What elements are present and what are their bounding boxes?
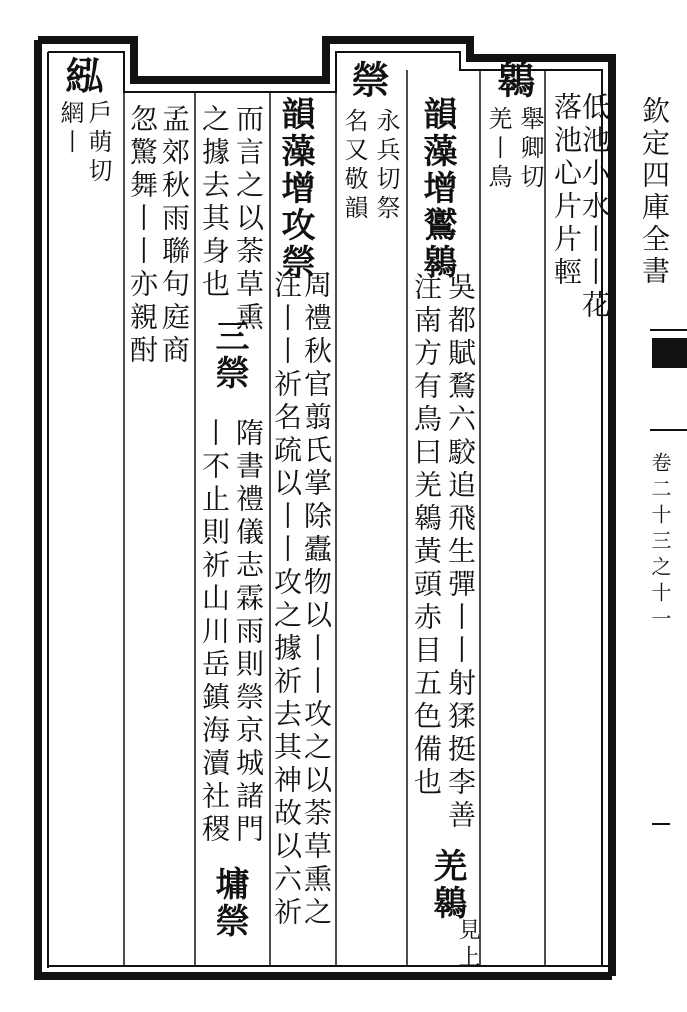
text-column: 低池小水丨丨花 bbox=[578, 92, 611, 323]
definition-note: 網丨 bbox=[56, 100, 84, 158]
section-heading: 韻藻增鸑鷎 bbox=[417, 96, 457, 281]
text-column: 丨不止則祈山川岳鎮海瀆社稷 bbox=[198, 418, 231, 847]
pronunciation-note: 戶萌切 bbox=[84, 100, 112, 187]
pronunciation-note: 舉卿切 bbox=[516, 106, 544, 193]
headword-san-ying: 三禜 bbox=[209, 318, 249, 392]
text-column: 注南方有鳥曰羌鷎黃頭赤目五色備也 bbox=[410, 272, 443, 800]
headword-hong: 紭 bbox=[59, 56, 104, 97]
pronunciation-note: 永兵切祭 bbox=[372, 108, 400, 224]
text-column: 吳都賦鶩六駮追飛生彈丨丨射猱挺李善 bbox=[444, 272, 477, 833]
text-column: 孟郊秋雨聯句庭商 bbox=[158, 104, 191, 368]
text-column: 忽驚舞丨丨亦親酎 bbox=[126, 104, 159, 368]
headword-jing: 鷎 bbox=[491, 60, 536, 101]
text-column: 周禮秋官翦氏掌除蠹物以丨丨攻之以荼草熏之 bbox=[300, 270, 333, 930]
definition-note: 名又敬韻 bbox=[340, 108, 368, 224]
volume-label: 卷二十三之十一 bbox=[648, 452, 672, 634]
cross-reference: 見上 bbox=[455, 918, 480, 972]
text-column: 隋書禮儀志霖雨則禜京城諸門 bbox=[232, 418, 265, 847]
headword-qiang-jing: 羌鷎 bbox=[427, 848, 467, 922]
text-column: 之據去其身也 bbox=[198, 104, 231, 302]
text-column: 注丨丨祈名疏以丨丨攻之據祈去其神故以六祈 bbox=[270, 270, 303, 930]
section-heading: 韻藻增攻禜 bbox=[275, 96, 315, 281]
headword-ying: 禜 bbox=[345, 60, 390, 101]
text-column: 落池心片片輕 bbox=[550, 92, 583, 290]
book-title: 欽定四庫全書 bbox=[638, 96, 671, 288]
definition-note: 羌丨鳥 bbox=[484, 106, 512, 193]
headword-yong-ying: 墉禜 bbox=[209, 866, 249, 940]
text-column: 而言之以荼草熏 bbox=[232, 104, 265, 335]
